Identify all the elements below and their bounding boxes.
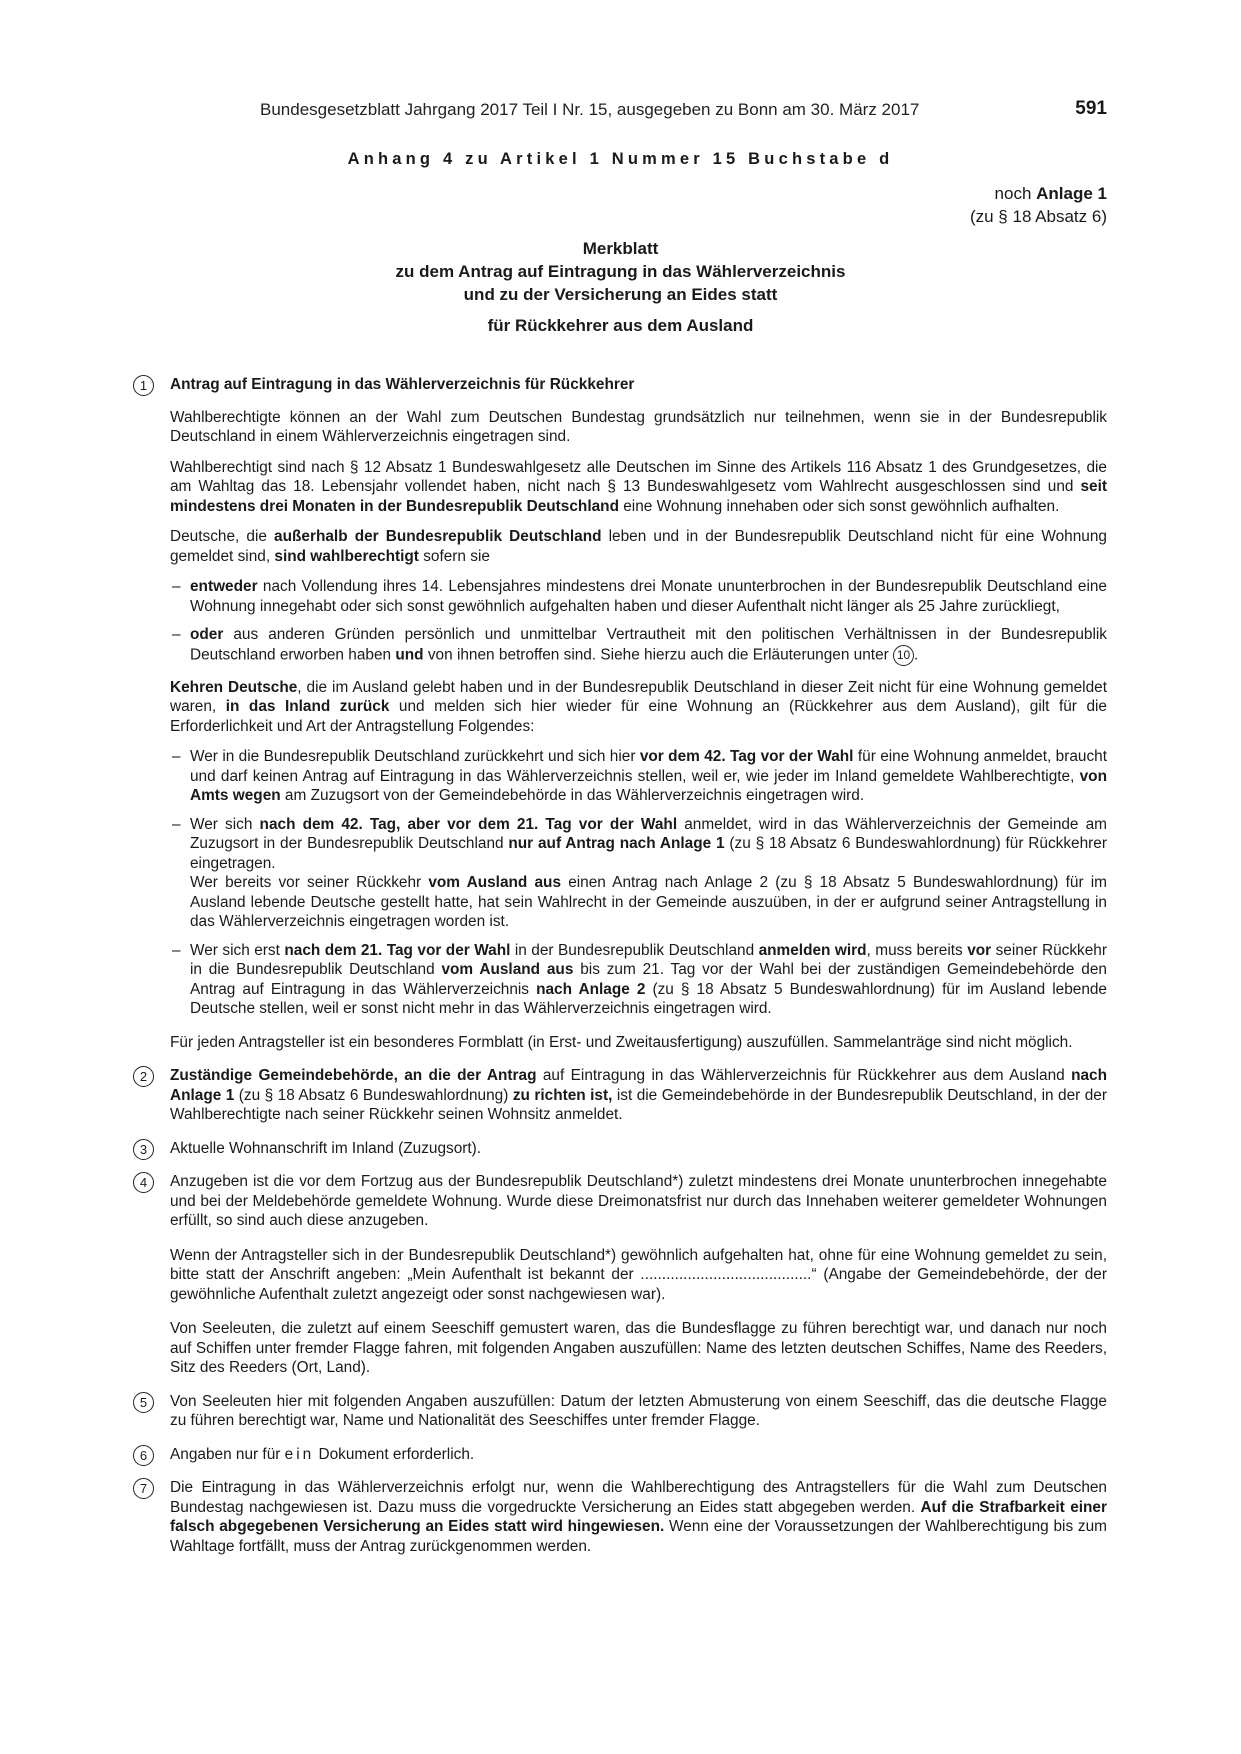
section-reference-marker: 10: [893, 645, 914, 666]
section-number-marker: 3: [133, 1139, 154, 1160]
annex-title: Anhang 4 zu Artikel 1 Nummer 15 Buchstabe d: [347, 150, 894, 168]
section-number-marker: 7: [133, 1478, 154, 1499]
list-item: – entweder nach Vollendung ihres 14. Lebensjahres mindestens drei Monate ununterbrochen in der Bundesrepublik Deutschland eine Wohnung innegehabt oder sich sonst gewöhnlich aufgehalten haben und dieser Aufenthalt nicht länger als 25 Jahre zurückliegt,: [170, 577, 1107, 616]
title-line-1: Merkblatt: [582, 239, 659, 258]
paragraph: Wenn der Antragsteller sich in der Bundesrepublik Deutschland*) gewöhnlich aufgehalten hat, ohne für eine Wohnung gemeldet zu sein, bitte statt der Anschrift angeben: „Mein Aufenthalt ist bekannt der ........................................“ (Angabe der Gemeindebehörde, der der gewöhnliche Aufenthalt zuletzt angezeigt oder sonst nachgewiesen war).: [170, 1246, 1107, 1303]
paragraph: Wahlberechtigte können an der Wahl zum Deutschen Bundestag grundsätzlich nur teilnehmen, wenn sie in der Bundesrepublik Deutschland in einem Wählerverzeichnis eingetragen sind.: [170, 408, 1107, 445]
section-number-marker: 6: [133, 1445, 154, 1466]
paragraph: Angaben nur für ein Dokument erforderlich.: [170, 1445, 475, 1463]
title-line-3: und zu der Versicherung an Eides statt: [463, 285, 778, 304]
section-2: [133, 1066, 1107, 1125]
paragraph: Für jeden Antragsteller ist ein besonderes Formblatt (in Erst- und Zweitausfertigung) auszufüllen. Sammelanträge sind nicht möglich.: [170, 1033, 1073, 1051]
section-7: [133, 1478, 1107, 1556]
gazette-header: Bundesgesetzblatt Jahrgang 2017 Teil I Nr. 15, ausgegeben zu Bonn am 30. März 2017: [260, 100, 920, 119]
list-item: – Wer sich erst nach dem 21. Tag vor der Wahl in der Bundesrepublik Deutschland anmelden wird, muss bereits vor seiner Rückkehr in die Bundesrepublik Deutschland vom Ausland aus bis zum 21. Tag vor der Wahl bei der zuständigen Gemeindebehörde den Antrag auf Eintragung in das Wählerverzeichnis nach Anlage 2 (zu § 18 Absatz 5 Bundeswahlordnung) für im Ausland lebende Deutsche stellen, weil er sonst nicht mehr in das Wählerverzeichnis eingetragen wird.: [170, 941, 1107, 1019]
section-number-marker: 5: [133, 1392, 154, 1413]
paragraph: Die Eintragung in das Wählerverzeichnis erfolgt nur, wenn die Wahlberechtigung des Antragstellers für die Wahl zum Deutschen Bundestag nachgewiesen ist. Dazu muss die vorgedruckte Versicherung an Eides statt abgegeben werden. Auf die Strafbarkeit einer falsch abgegebenen Versicherung an Eides statt wird hingewiesen. Wenn eine der Voraussetzungen der Wahlberechtigung bis zum Wahltage fortfällt, muss der Antrag zurückgenommen werden.: [170, 1479, 1107, 1555]
paragraph: Von Seeleuten hier mit folgenden Angaben auszufüllen: Datum der letzten Abmusterung von einem Seeschiff, das die deutsche Flagge zu führen berechtigt war, Name und Nationalität des Seeschiffes unter fremder Flagge.: [170, 1392, 1107, 1429]
section-number-marker: 2: [133, 1066, 154, 1087]
anlage-prefix: noch: [994, 184, 1037, 203]
paragraph-reference: (zu § 18 Absatz 6): [969, 207, 1107, 226]
paragraph: Aktuelle Wohnanschrift im Inland (Zuzugsort).: [170, 1139, 482, 1157]
list-item: – oder aus anderen Gründen persönlich und unmittelbar Vertrautheit mit den politischen Verhältnissen in der Bundesrepublik Deutschland erworben haben und von ihnen betroffen sind. Siehe hierzu auch die Erläuterungen unter 10 .: [170, 625, 1107, 666]
paragraph: Anzugeben ist die vor dem Fortzug aus der Bundesrepublik Deutschland*) zuletzt mindestens drei Monate ununterbrochen innegehabte und bei der Meldebehörde gemeldete Wohnung. Wurde diese Dreimonatsfrist nur durch das Innehaben weiterer gemeldeter Wohnungen erfüllt, so sind auch diese anzugeben.: [170, 1173, 1107, 1229]
paragraph: Wahlberechtigt sind nach § 12 Absatz 1 Bundeswahlgesetz alle Deutschen im Sinne des Artikels 116 Absatz 1 des Grundgesetzes, die am Wahltag das 18. Lebensjahr vollendet haben, nicht nach § 13 Bundeswahlgesetz vom Wahlrecht ausgeschlossen sind und seit mindestens drei Monaten in der Bundesrepublik Deutschland eine Wohnung innehaben oder sich sonst gewöhnlich aufhalten.: [170, 458, 1107, 515]
document-body: [133, 375, 1107, 1570]
list-item: – Wer in die Bundesrepublik Deutschland zurückkehrt und sich hier vor dem 42. Tag vor der Wahl für eine Wohnung anmeldet, braucht und darf keinen Antrag auf Eintragung in das Wählerverzeichnis stellen, weil er, wie jeder im Inland gemeldete Wahlberechtigte, von Amts wegen am Zuzugsort von der Gemeindebehörde in das Wählerverzeichnis eingetragen wird.: [170, 747, 1107, 806]
section-title: Antrag auf Eintragung in das Wählerverzeichnis für Rückkehrer: [170, 376, 635, 393]
section-number-marker: 4: [133, 1172, 154, 1193]
paragraph: Von Seeleuten, die zuletzt auf einem Seeschiff gemustert waren, das die Bundesflagge zu führen berechtigt war, und danach nur noch auf Schiffen unter fremder Flagge fahren, mit folgenden Angaben auszufüllen: Name des letzten deutschen Schiffes, Name des Reeders, Sitz des Reeders (Ort, Land).: [170, 1320, 1107, 1376]
section-6: [133, 1445, 1107, 1465]
section-3: [133, 1139, 1107, 1159]
annex-reference: [970, 182, 1107, 228]
page-number: 591: [1075, 98, 1107, 119]
paragraph: Zuständige Gemeindebehörde, an die der Antrag auf Eintragung in das Wählerverzeichnis für Rückkehrer aus dem Ausland nach Anlage 1 (zu § 18 Absatz 6 Bundeswahlordnung) zu richten ist, ist die Gemeindebehörde in der Bundesrepublik Deutschland, in der der Wahlberechtigte nach seiner Rückkehr seinen Wohnsitz anmeldet.: [170, 1067, 1107, 1123]
title-line-4: für Rückkehrer aus dem Ausland: [487, 316, 754, 335]
paragraph: Kehren Deutsche, die im Ausland gelebt haben und in der Bundesrepublik Deutschland in dieser Zeit nicht für eine Wohnung gemeldet waren, in das Inland zurück und melden sich hier wieder für eine Wohnung an (Rückkehrer aus dem Ausland), gilt für die Erforderlichkeit und Art der Antragstellung Folgendes:: [170, 678, 1107, 735]
section-5: [133, 1392, 1107, 1431]
list-item: – Wer sich nach dem 42. Tag, aber vor dem 21. Tag vor der Wahl anmeldet, wird in das Wählerverzeichnis der Gemeinde am Zuzugsort in der Bundesrepublik Deutschland nur auf Antrag nach Anlage 1 (zu § 18 Absatz 6 Bundeswahlordnung) für Rückkehrer eingetragen. Wer bereits vor seiner Rückkehr vom Ausland aus einen Antrag nach Anlage 2 (zu § 18 Absatz 5 Bundeswahlordnung) für im Ausland lebende Deutsche gestellt hatte, hat sein Wahlrecht in der Gemeinde auszuüben, in der er aufgrund seiner Antragstellung in das Wählerverzeichnis eingetragen worden ist.: [170, 815, 1107, 932]
section-1: [133, 375, 1107, 1052]
title-line-2: zu dem Antrag auf Eintragung in das Wählerverzeichnis: [395, 262, 846, 281]
paragraph: Deutsche, die außerhalb der Bundesrepublik Deutschland leben und in der Bundesrepublik Deutschland nicht für eine Wohnung gemeldet sind, sind wahlberechtigt sofern sie: [170, 528, 1107, 565]
anlage-label: Anlage 1: [1036, 184, 1107, 203]
section-4: [133, 1172, 1107, 1378]
section-number-marker: 1: [133, 375, 154, 396]
document-title: [0, 237, 1241, 337]
anlage-line: [970, 182, 1107, 205]
